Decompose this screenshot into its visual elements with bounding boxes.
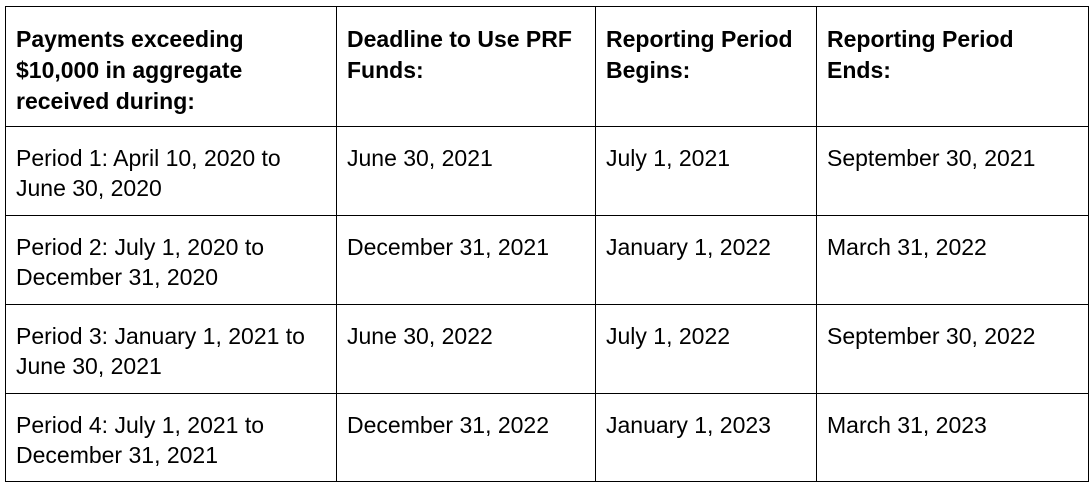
header-period-ends: Reporting Period Ends: xyxy=(817,7,1089,127)
cell-payment-period: Period 3: January 1, 2021 to June 30, 2021 xyxy=(6,305,337,394)
cell-deadline: December 31, 2022 xyxy=(337,394,596,482)
header-deadline: Deadline to Use PRF Funds: xyxy=(337,7,596,127)
cell-period-begins: January 1, 2022 xyxy=(596,216,817,305)
cell-period-begins: July 1, 2021 xyxy=(596,127,817,216)
cell-period-ends: September 30, 2021 xyxy=(817,127,1089,216)
cell-period-ends: March 31, 2022 xyxy=(817,216,1089,305)
header-payments-received: Payments exceeding $10,000 in aggregate received during: xyxy=(6,7,337,127)
table-row xyxy=(6,305,1089,394)
cell-period-begins: July 1, 2022 xyxy=(596,305,817,394)
table-row xyxy=(6,216,1089,305)
cell-period-ends: September 30, 2022 xyxy=(817,305,1089,394)
cell-payment-period: Period 1: April 10, 2020 to June 30, 2020 xyxy=(6,127,337,216)
table-header-row xyxy=(6,7,1089,127)
cell-payment-period: Period 4: July 1, 2021 to December 31, 2021 xyxy=(6,394,337,482)
header-period-begins: Reporting Period Begins: xyxy=(596,7,817,127)
cell-deadline: June 30, 2022 xyxy=(337,305,596,394)
cell-deadline: December 31, 2021 xyxy=(337,216,596,305)
cell-period-ends: March 31, 2023 xyxy=(817,394,1089,482)
cell-payment-period: Period 2: July 1, 2020 to December 31, 2020 xyxy=(6,216,337,305)
cell-deadline: June 30, 2021 xyxy=(337,127,596,216)
cell-period-begins: January 1, 2023 xyxy=(596,394,817,482)
table-row xyxy=(6,127,1089,216)
table-row xyxy=(6,394,1089,482)
reporting-periods-table xyxy=(5,6,1089,482)
